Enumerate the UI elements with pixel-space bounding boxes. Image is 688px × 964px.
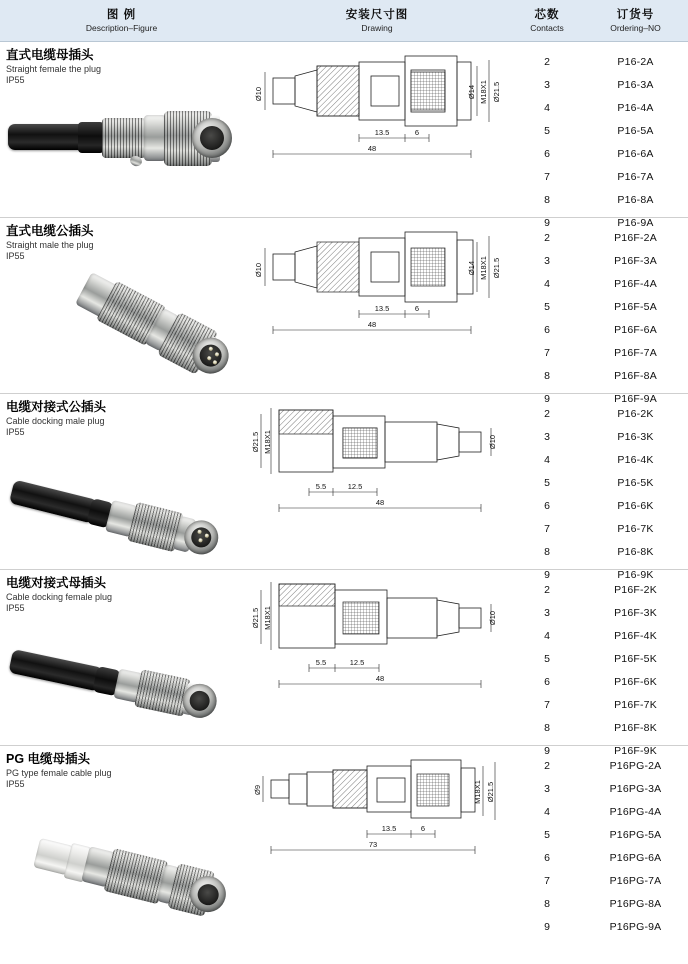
order-code: P16-4A bbox=[617, 102, 654, 114]
header-drawing-en: Drawing bbox=[361, 22, 393, 33]
header-contacts-en: Contacts bbox=[530, 22, 564, 33]
order-code: P16PG-4A bbox=[609, 806, 662, 818]
product-ip-rating: IP55 bbox=[6, 75, 25, 85]
order-code: P16-5A bbox=[617, 125, 654, 137]
dim-d-right: Ø10 bbox=[488, 610, 497, 626]
contacts-value: 3 bbox=[544, 783, 550, 795]
order-code: P16F-4K bbox=[614, 630, 657, 642]
dim-len-a: 5.5 bbox=[315, 482, 327, 491]
dim-d-left: Ø10 bbox=[254, 262, 263, 278]
contacts-value: 2 bbox=[544, 56, 550, 68]
contacts-value: 7 bbox=[544, 523, 550, 535]
order-code: P16F-2K bbox=[614, 584, 657, 596]
product-title-zh: 直式电缆母插头 bbox=[6, 48, 94, 62]
product-title-zh: 电缆对接式母插头 bbox=[6, 576, 107, 590]
table-row bbox=[0, 570, 688, 757]
contacts-value: 3 bbox=[544, 255, 550, 267]
contacts-cell bbox=[511, 218, 583, 405]
contacts-value: 4 bbox=[544, 454, 550, 466]
order-code: P16-6K bbox=[617, 500, 654, 512]
dim-d-right: Ø10 bbox=[488, 434, 497, 450]
table-row bbox=[0, 218, 688, 405]
order-code: P16PG-9A bbox=[609, 921, 662, 933]
contacts-value: 8 bbox=[544, 194, 550, 206]
dim-d-left: Ø21.5 bbox=[251, 607, 260, 629]
product-ip-rating: IP55 bbox=[6, 779, 25, 789]
dim-total: 48 bbox=[367, 320, 377, 329]
contacts-value: 6 bbox=[544, 148, 550, 160]
figure-cell bbox=[0, 570, 243, 745]
order-code: P16F-9A bbox=[614, 393, 657, 405]
contacts-value: 9 bbox=[544, 217, 550, 229]
contacts-value: 3 bbox=[544, 79, 550, 91]
order-code: P16-4K bbox=[617, 454, 654, 466]
order-code: P16-3K bbox=[617, 431, 654, 443]
dim-len-b: 6 bbox=[414, 128, 420, 137]
contacts-value: 7 bbox=[544, 347, 550, 359]
dim-d-right: Ø14 bbox=[467, 260, 476, 276]
dim-len-a: 13.5 bbox=[374, 128, 390, 137]
drawing-cell bbox=[243, 394, 511, 569]
product-ip-rating: IP55 bbox=[6, 427, 25, 437]
contacts-value: 8 bbox=[544, 898, 550, 910]
header-figure bbox=[0, 0, 243, 41]
figure-cell bbox=[0, 746, 243, 920]
contacts-cell bbox=[511, 394, 583, 581]
order-code: P16-3A bbox=[617, 79, 654, 91]
contacts-value: 4 bbox=[544, 630, 550, 642]
product-ip-rating: IP55 bbox=[6, 603, 25, 613]
order-code: P16F-9K bbox=[614, 745, 657, 757]
dim-len-a: 13.5 bbox=[374, 304, 390, 313]
product-photo-straight-female bbox=[6, 88, 237, 204]
dim-thread: M18X1 bbox=[263, 606, 272, 630]
order-code: P16F-3K bbox=[614, 607, 657, 619]
contacts-value: 9 bbox=[544, 921, 550, 933]
dim-od: Ø21.5 bbox=[486, 781, 495, 803]
product-photo-straight-male bbox=[6, 264, 237, 380]
contacts-value: 6 bbox=[544, 324, 550, 336]
order-code: P16-8K bbox=[617, 546, 654, 558]
order-code: P16-9K bbox=[617, 569, 654, 581]
contacts-cell bbox=[511, 570, 583, 757]
dim-thread: M18X1 bbox=[473, 780, 482, 804]
contacts-cell bbox=[511, 746, 583, 933]
order-cell bbox=[583, 394, 688, 581]
contacts-value: 9 bbox=[544, 745, 550, 757]
header-figure-en: Description–Figure bbox=[85, 22, 158, 33]
product-title-en: PG type female cable plug bbox=[6, 768, 112, 778]
contacts-value: 8 bbox=[544, 546, 550, 558]
order-code: P16-9A bbox=[617, 217, 654, 229]
contacts-value: 4 bbox=[544, 102, 550, 114]
dim-d-left: Ø10 bbox=[254, 86, 263, 102]
contacts-value: 3 bbox=[544, 607, 550, 619]
drawing-cell bbox=[243, 42, 511, 217]
dimension-drawing-4 bbox=[243, 570, 511, 746]
order-code: P16-5K bbox=[617, 477, 654, 489]
dim-len-b: 12.5 bbox=[347, 482, 363, 491]
product-title-en: Straight female the plug bbox=[6, 64, 102, 74]
header-order-zh: 订货号 bbox=[616, 8, 655, 21]
order-code: P16-2K bbox=[617, 408, 654, 420]
dim-od: Ø21.5 bbox=[492, 257, 501, 279]
order-code: P16-7A bbox=[617, 171, 654, 183]
dimension-drawing-5 bbox=[243, 746, 511, 920]
order-cell bbox=[583, 42, 688, 229]
order-code: P16F-8A bbox=[614, 370, 657, 382]
figure-cell bbox=[0, 394, 243, 569]
order-code: P16PG-6A bbox=[609, 852, 662, 864]
order-code: P16F-7A bbox=[614, 347, 657, 359]
dim-d-left: Ø21.5 bbox=[251, 431, 260, 453]
header-drawing bbox=[243, 0, 511, 41]
header-order-en: Ordering–NO bbox=[610, 22, 661, 33]
contacts-value: 2 bbox=[544, 760, 550, 772]
order-code: P16F-4A bbox=[614, 278, 657, 290]
header-contacts bbox=[511, 0, 583, 41]
dim-thread: M18X1 bbox=[263, 430, 272, 454]
contacts-value: 9 bbox=[544, 393, 550, 405]
dim-len-a: 13.5 bbox=[381, 824, 397, 833]
header-figure-zh: 图 例 bbox=[106, 8, 137, 21]
product-photo-docking-female bbox=[6, 616, 237, 732]
contacts-value: 9 bbox=[544, 569, 550, 581]
dim-len-b: 12.5 bbox=[349, 658, 365, 667]
contacts-value: 4 bbox=[544, 806, 550, 818]
contacts-value: 6 bbox=[544, 500, 550, 512]
contacts-value: 7 bbox=[544, 699, 550, 711]
contacts-value: 7 bbox=[544, 171, 550, 183]
dim-d-right: Ø14 bbox=[467, 84, 476, 100]
table-row bbox=[0, 746, 688, 933]
order-code: P16-6A bbox=[617, 148, 654, 160]
contacts-value: 4 bbox=[544, 278, 550, 290]
header-order bbox=[583, 0, 688, 41]
figure-cell bbox=[0, 218, 243, 393]
header-contacts-zh: 芯数 bbox=[534, 8, 560, 21]
order-code: P16F-5K bbox=[614, 653, 657, 665]
contacts-value: 5 bbox=[544, 301, 550, 313]
product-title-en: Cable docking male plug bbox=[6, 416, 105, 426]
table-row bbox=[0, 394, 688, 581]
dim-total: 48 bbox=[375, 498, 385, 507]
product-title-zh: 电缆对接式公插头 bbox=[6, 400, 107, 414]
order-code: P16F-2A bbox=[614, 232, 657, 244]
dim-len-b: 6 bbox=[420, 824, 426, 833]
drawing-cell bbox=[243, 570, 511, 745]
order-code: P16-8A bbox=[617, 194, 654, 206]
order-code: P16-2A bbox=[617, 56, 654, 68]
product-title-en: Straight male the plug bbox=[6, 240, 94, 250]
order-code: P16F-6K bbox=[614, 676, 657, 688]
contacts-value: 5 bbox=[544, 829, 550, 841]
dim-d-left: Ø9 bbox=[253, 784, 262, 796]
contacts-value: 2 bbox=[544, 232, 550, 244]
product-ip-rating: IP55 bbox=[6, 251, 25, 261]
contacts-value: 6 bbox=[544, 852, 550, 864]
dim-total: 73 bbox=[368, 840, 378, 849]
order-cell bbox=[583, 218, 688, 405]
order-code: P16F-8K bbox=[614, 722, 657, 734]
order-code: P16F-6A bbox=[614, 324, 657, 336]
dim-total: 48 bbox=[375, 674, 385, 683]
table-row bbox=[0, 42, 688, 229]
drawing-cell bbox=[243, 746, 511, 920]
contacts-value: 6 bbox=[544, 676, 550, 688]
order-code: P16-7K bbox=[617, 523, 654, 535]
product-title-zh: 直式电缆公插头 bbox=[6, 224, 94, 238]
dim-thread: M18X1 bbox=[479, 80, 488, 104]
dim-total: 48 bbox=[367, 144, 377, 153]
order-code: P16PG-3A bbox=[609, 783, 662, 795]
contacts-value: 8 bbox=[544, 722, 550, 734]
contacts-value: 2 bbox=[544, 584, 550, 596]
contacts-value: 8 bbox=[544, 370, 550, 382]
product-photo-pg-female bbox=[6, 792, 237, 908]
contacts-value: 7 bbox=[544, 875, 550, 887]
product-photo-docking-male bbox=[6, 440, 237, 556]
contacts-value: 3 bbox=[544, 431, 550, 443]
contacts-cell bbox=[511, 42, 583, 229]
dimension-drawing-2 bbox=[243, 218, 511, 394]
contacts-value: 5 bbox=[544, 125, 550, 137]
order-code: P16PG-2A bbox=[609, 760, 662, 772]
dimension-drawing-1 bbox=[243, 42, 511, 218]
product-title-zh: PG 电缆母插头 bbox=[6, 752, 91, 766]
order-code: P16F-5A bbox=[614, 301, 657, 313]
order-code: P16F-7K bbox=[614, 699, 657, 711]
header-drawing-zh: 安装尺寸图 bbox=[345, 8, 409, 21]
dim-len-a: 5.5 bbox=[315, 658, 327, 667]
dimension-drawing-3 bbox=[243, 394, 511, 570]
figure-cell bbox=[0, 42, 243, 217]
contacts-value: 5 bbox=[544, 653, 550, 665]
drawing-cell bbox=[243, 218, 511, 393]
order-code: P16F-3A bbox=[614, 255, 657, 267]
order-code: P16PG-7A bbox=[609, 875, 662, 887]
dim-thread: M18X1 bbox=[479, 256, 488, 280]
contacts-value: 5 bbox=[544, 477, 550, 489]
product-title-en: Cable docking female plug bbox=[6, 592, 113, 602]
dim-od: Ø21.5 bbox=[492, 81, 501, 103]
contacts-value: 2 bbox=[544, 408, 550, 420]
table-header bbox=[0, 0, 688, 42]
order-code: P16PG-8A bbox=[609, 898, 662, 910]
dim-len-b: 6 bbox=[414, 304, 420, 313]
order-cell bbox=[583, 570, 688, 757]
order-code: P16PG-5A bbox=[609, 829, 662, 841]
order-cell bbox=[583, 746, 688, 933]
